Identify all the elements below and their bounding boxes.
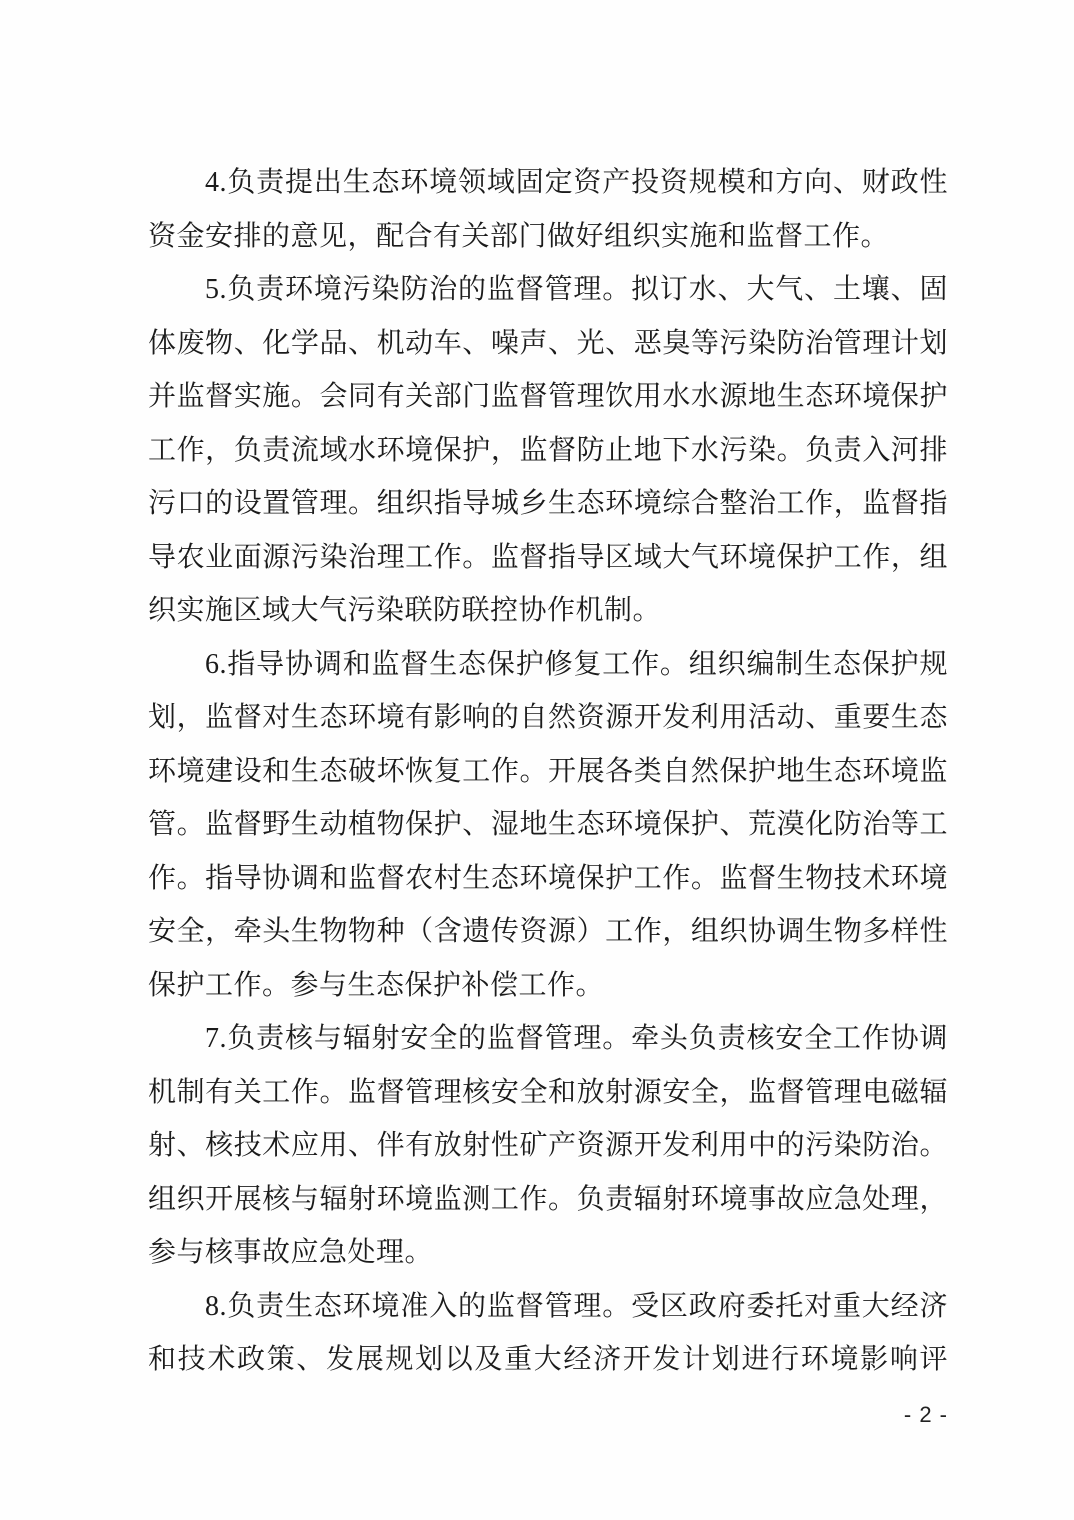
paragraph-duty-5 — [148, 263, 948, 638]
text-line: 机制有关工作。监督管理核安全和放射源安全，监督管理电磁辐 — [148, 1076, 948, 1108]
text-line: 6.指导协调和监督生态保护修复工作。组织编制生态保护规 — [205, 648, 948, 680]
text-line: 5.负责环境污染防治的监督管理。拟订水、大气、土壤、固 — [205, 274, 948, 305]
text-line: 导农业面源污染治理工作。监督指导区域大气环境保护工作，组 — [148, 541, 948, 573]
text-line: 管。监督野生动植物保护、湿地生态环境保护、荒漠化防治等工 — [148, 809, 948, 840]
document-body — [148, 156, 948, 1387]
page-number: - 2 - — [903, 1402, 948, 1427]
paragraph-duty-8 — [148, 1280, 948, 1387]
text-line: 体废物、化学品、机动车、噪声、光、恶臭等污染防治管理计划 — [148, 327, 948, 359]
text-line: 环境建设和生态破坏恢复工作。开展各类自然保护地生态环境监 — [148, 755, 948, 787]
text-line: 安全，牵头生物物种（含遗传资源）工作，组织协调生物多样性 — [148, 916, 948, 947]
text-line: 7.负责核与辐射安全的监督管理。牵头负责核安全工作协调 — [205, 1023, 948, 1054]
text-line: 参与核事故应急处理。 — [148, 1237, 434, 1268]
text-line: 资金安排的意见，配合有关部门做好组织实施和监督工作。 — [148, 220, 890, 252]
text-line: 工作，负责流域水环境保护，监督防止地下水污染。负责入河排 — [148, 434, 948, 466]
text-line: 组织开展核与辐射环境监测工作。负责辐射环境事故应急处理， — [148, 1183, 948, 1215]
text-line: 织实施区域大气污染联防联控协作机制。 — [148, 595, 662, 626]
paragraph-duty-4 — [148, 156, 948, 263]
text-line: 射、核技术应用、伴有放射性矿产资源开发利用中的污染防治。 — [148, 1130, 948, 1161]
text-line: 4.负责提出生态环境领域固定资产投资规模和方向、财政性 — [205, 167, 948, 198]
text-line: 8.负责生态环境准入的监督管理。受区政府委托对重大经济 — [205, 1290, 948, 1322]
text-line: 并监督实施。会同有关部门监督管理饮用水水源地生态环境保护 — [148, 381, 948, 412]
paragraph-duty-7 — [148, 1012, 948, 1280]
paragraph-duty-6 — [148, 638, 948, 1013]
text-line: 和技术政策、发展规划以及重大经济开发计划进行环境影响评 — [148, 1344, 948, 1375]
text-line: 划，监督对生态环境有影响的自然资源开发利用活动、重要生态 — [148, 702, 948, 733]
text-line: 作。指导协调和监督农村生态环境保护工作。监督生物技术环境 — [148, 862, 948, 894]
text-line: 保护工作。参与生态保护补偿工作。 — [148, 969, 605, 1001]
text-line: 污口的设置管理。组织指导城乡生态环境综合整治工作，监督指 — [148, 488, 948, 519]
